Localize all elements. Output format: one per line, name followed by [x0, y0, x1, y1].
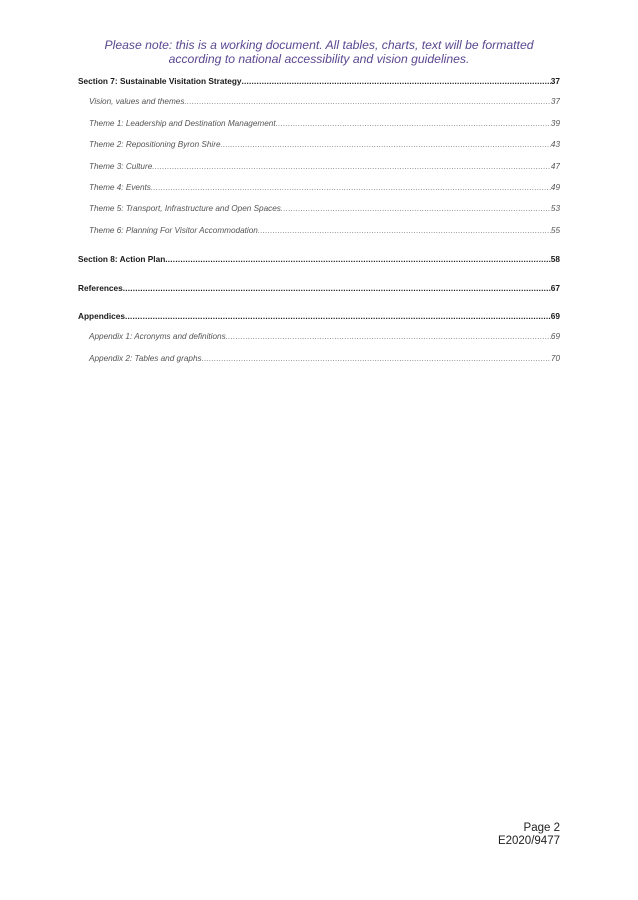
working-document-note: [60, 38, 578, 66]
toc-dot-leader: [151, 183, 551, 192]
toc-page-number: 67: [550, 282, 560, 293]
toc-entry-label: Theme 2: Repositioning Byron Shire: [89, 140, 221, 150]
toc-dot-leader: [184, 97, 550, 106]
toc-dot-leader: [123, 283, 551, 293]
toc-subsection-entry[interactable]: [78, 204, 560, 225]
toc-page-number: 70: [550, 353, 560, 363]
toc-section-entry[interactable]: [78, 311, 560, 332]
toc-entry-label: Theme 6: Planning For Visitor Accommodation: [89, 225, 258, 235]
toc-page-number: 58: [550, 254, 560, 265]
toc-subsection-entry[interactable]: [78, 354, 560, 375]
page-number: Page 2: [523, 822, 560, 834]
toc-entry-label: Appendix 2: Tables and graphs: [89, 353, 202, 363]
toc-entry-label: Theme 4: Events: [89, 182, 151, 192]
note-line-1: Please note: this is a working document. All tables, charts, text will be formatted: [104, 38, 534, 52]
toc-entry-label: Theme 3: Culture: [89, 161, 153, 171]
toc-subsection-entry[interactable]: [78, 119, 560, 140]
toc-dot-leader: [276, 119, 551, 128]
toc-page-number: 47: [550, 161, 560, 171]
toc-entry-label: Theme 5: Transport, Infrastructure and Open Spaces: [89, 204, 281, 214]
toc-page-number: 69: [550, 332, 560, 342]
toc-dot-leader: [152, 162, 551, 171]
note-line-2: according to national accessibility and vision guidelines.: [168, 52, 470, 66]
toc-dot-leader: [281, 204, 551, 213]
toc-dot-leader: [242, 76, 551, 86]
toc-spacer: [78, 304, 560, 311]
toc-section-entry[interactable]: [78, 283, 560, 304]
toc-subsection-entry[interactable]: [78, 140, 560, 161]
toc-entry-label: Section 7: Sustainable Visitation Strategy: [78, 76, 242, 86]
toc-dot-leader: [165, 254, 550, 264]
toc-subsection-entry[interactable]: [78, 162, 560, 183]
toc-page-number: 37: [550, 76, 560, 86]
table-of-contents: [78, 76, 560, 375]
toc-entry-label: Theme 1: Leadership and Destination Management: [89, 118, 276, 128]
toc-subsection-entry[interactable]: [78, 97, 560, 118]
toc-spacer: [78, 247, 560, 254]
toc-dot-leader: [202, 354, 551, 363]
toc-page-number: 39: [550, 118, 560, 128]
toc-page-number: 69: [550, 310, 560, 321]
toc-section-entry[interactable]: [78, 254, 560, 275]
page-footer: [498, 822, 560, 848]
toc-page-number: 37: [550, 97, 560, 107]
toc-page-number: 53: [550, 204, 560, 214]
toc-entry-label: Appendix 1: Acronyms and definitions: [89, 332, 226, 342]
toc-entry-label: References: [78, 282, 123, 293]
toc-entry-label: Section 8: Action Plan: [78, 254, 166, 265]
toc-page-number: 55: [550, 225, 560, 235]
toc-page-number: 49: [550, 182, 560, 192]
toc-spacer: [78, 276, 560, 283]
toc-page-number: 43: [550, 140, 560, 150]
document-reference: E2020/9477: [497, 835, 560, 847]
toc-section-entry[interactable]: [78, 76, 560, 97]
toc-entry-label: Appendices: [78, 310, 126, 321]
toc-subsection-entry[interactable]: [78, 332, 560, 353]
toc-dot-leader: [125, 311, 551, 321]
toc-dot-leader: [221, 140, 551, 149]
toc-entry-label: Vision, values and themes: [89, 97, 185, 107]
toc-subsection-entry[interactable]: [78, 183, 560, 204]
toc-subsection-entry[interactable]: [78, 226, 560, 247]
toc-dot-leader: [258, 226, 551, 235]
toc-dot-leader: [226, 332, 551, 341]
